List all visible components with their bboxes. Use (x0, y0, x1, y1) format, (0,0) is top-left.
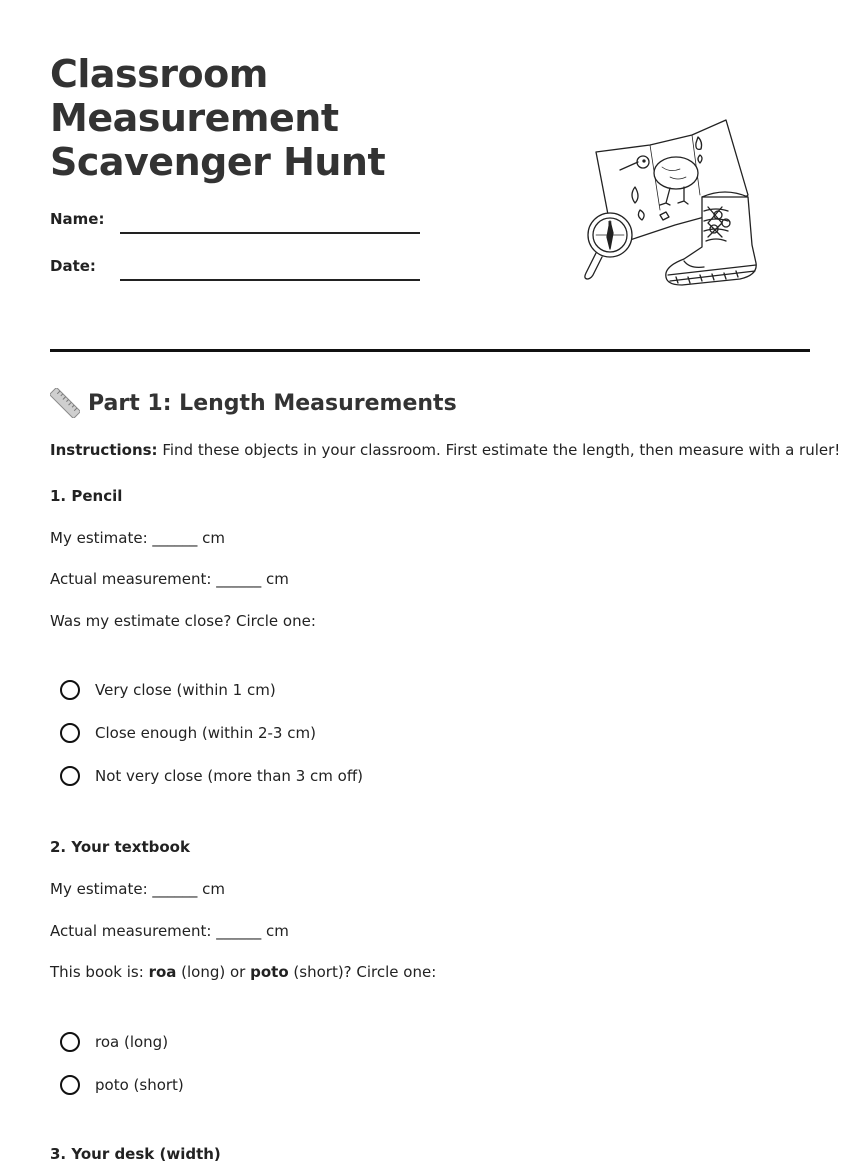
actual-measurement-line: Actual measurement: ______ cm (50, 922, 289, 940)
instructions-text: Find these objects in your classroom. First estimate the length, then measure with a ruler! (157, 441, 841, 459)
question-title: 2. Your textbook (50, 838, 190, 856)
date-label: Date: (50, 257, 96, 275)
question-title: 1. Pencil (50, 487, 123, 505)
option-label: roa (long) (95, 1033, 169, 1051)
part1-heading (50, 388, 457, 418)
prompt-part: This book is: (50, 963, 149, 981)
worksheet-title (50, 52, 470, 184)
compass-icon (585, 213, 632, 279)
circle-icon (60, 1032, 80, 1052)
option-label: Very close (within 1 cm) (95, 681, 276, 699)
question-prompt (50, 963, 436, 981)
option-not-very-close[interactable] (60, 763, 363, 789)
option-roa-long[interactable] (60, 1029, 168, 1055)
name-label: Name: (50, 210, 105, 228)
question-prompt: Was my estimate close? Circle one: (50, 612, 316, 630)
option-close-enough[interactable] (60, 720, 316, 746)
estimate-line: My estimate: ______ cm (50, 529, 226, 547)
option-poto-short[interactable] (60, 1072, 184, 1098)
option-label: Not very close (more than 3 cm off) (95, 767, 364, 785)
prompt-part: (short)? Circle one: (288, 963, 437, 981)
actual-measurement-line: Actual measurement: ______ cm (50, 570, 289, 588)
prompt-keyword-roa: roa (148, 963, 177, 981)
circle-icon (60, 1075, 80, 1095)
estimate-line: My estimate: ______ cm (50, 880, 226, 898)
option-label: Close enough (within 2-3 cm) (95, 724, 316, 742)
title-line: Measurement (50, 96, 339, 140)
question-title: 3. Your desk (width) (50, 1145, 221, 1163)
name-field (50, 210, 430, 240)
circle-icon (60, 723, 80, 743)
circle-icon (60, 766, 80, 786)
name-input-line[interactable] (120, 232, 420, 234)
circle-icon (60, 680, 80, 700)
part1-heading-text: Part 1: Length Measurements (88, 390, 457, 416)
option-very-close[interactable] (60, 677, 276, 703)
section-divider (50, 349, 810, 352)
date-input-line[interactable] (120, 279, 420, 281)
ruler-icon (50, 388, 80, 418)
map-kiwi-compass-boot-illustration (580, 115, 765, 300)
option-label: poto (short) (95, 1076, 184, 1094)
instructions (50, 441, 840, 459)
instructions-label: Instructions: (50, 441, 158, 459)
title-line: Scavenger Hunt (50, 140, 386, 184)
svg-text:N: N (608, 221, 612, 227)
date-field (50, 257, 430, 287)
title-line: Classroom (50, 52, 268, 96)
prompt-part: (long) or (176, 963, 251, 981)
prompt-keyword-poto: poto (250, 963, 289, 981)
